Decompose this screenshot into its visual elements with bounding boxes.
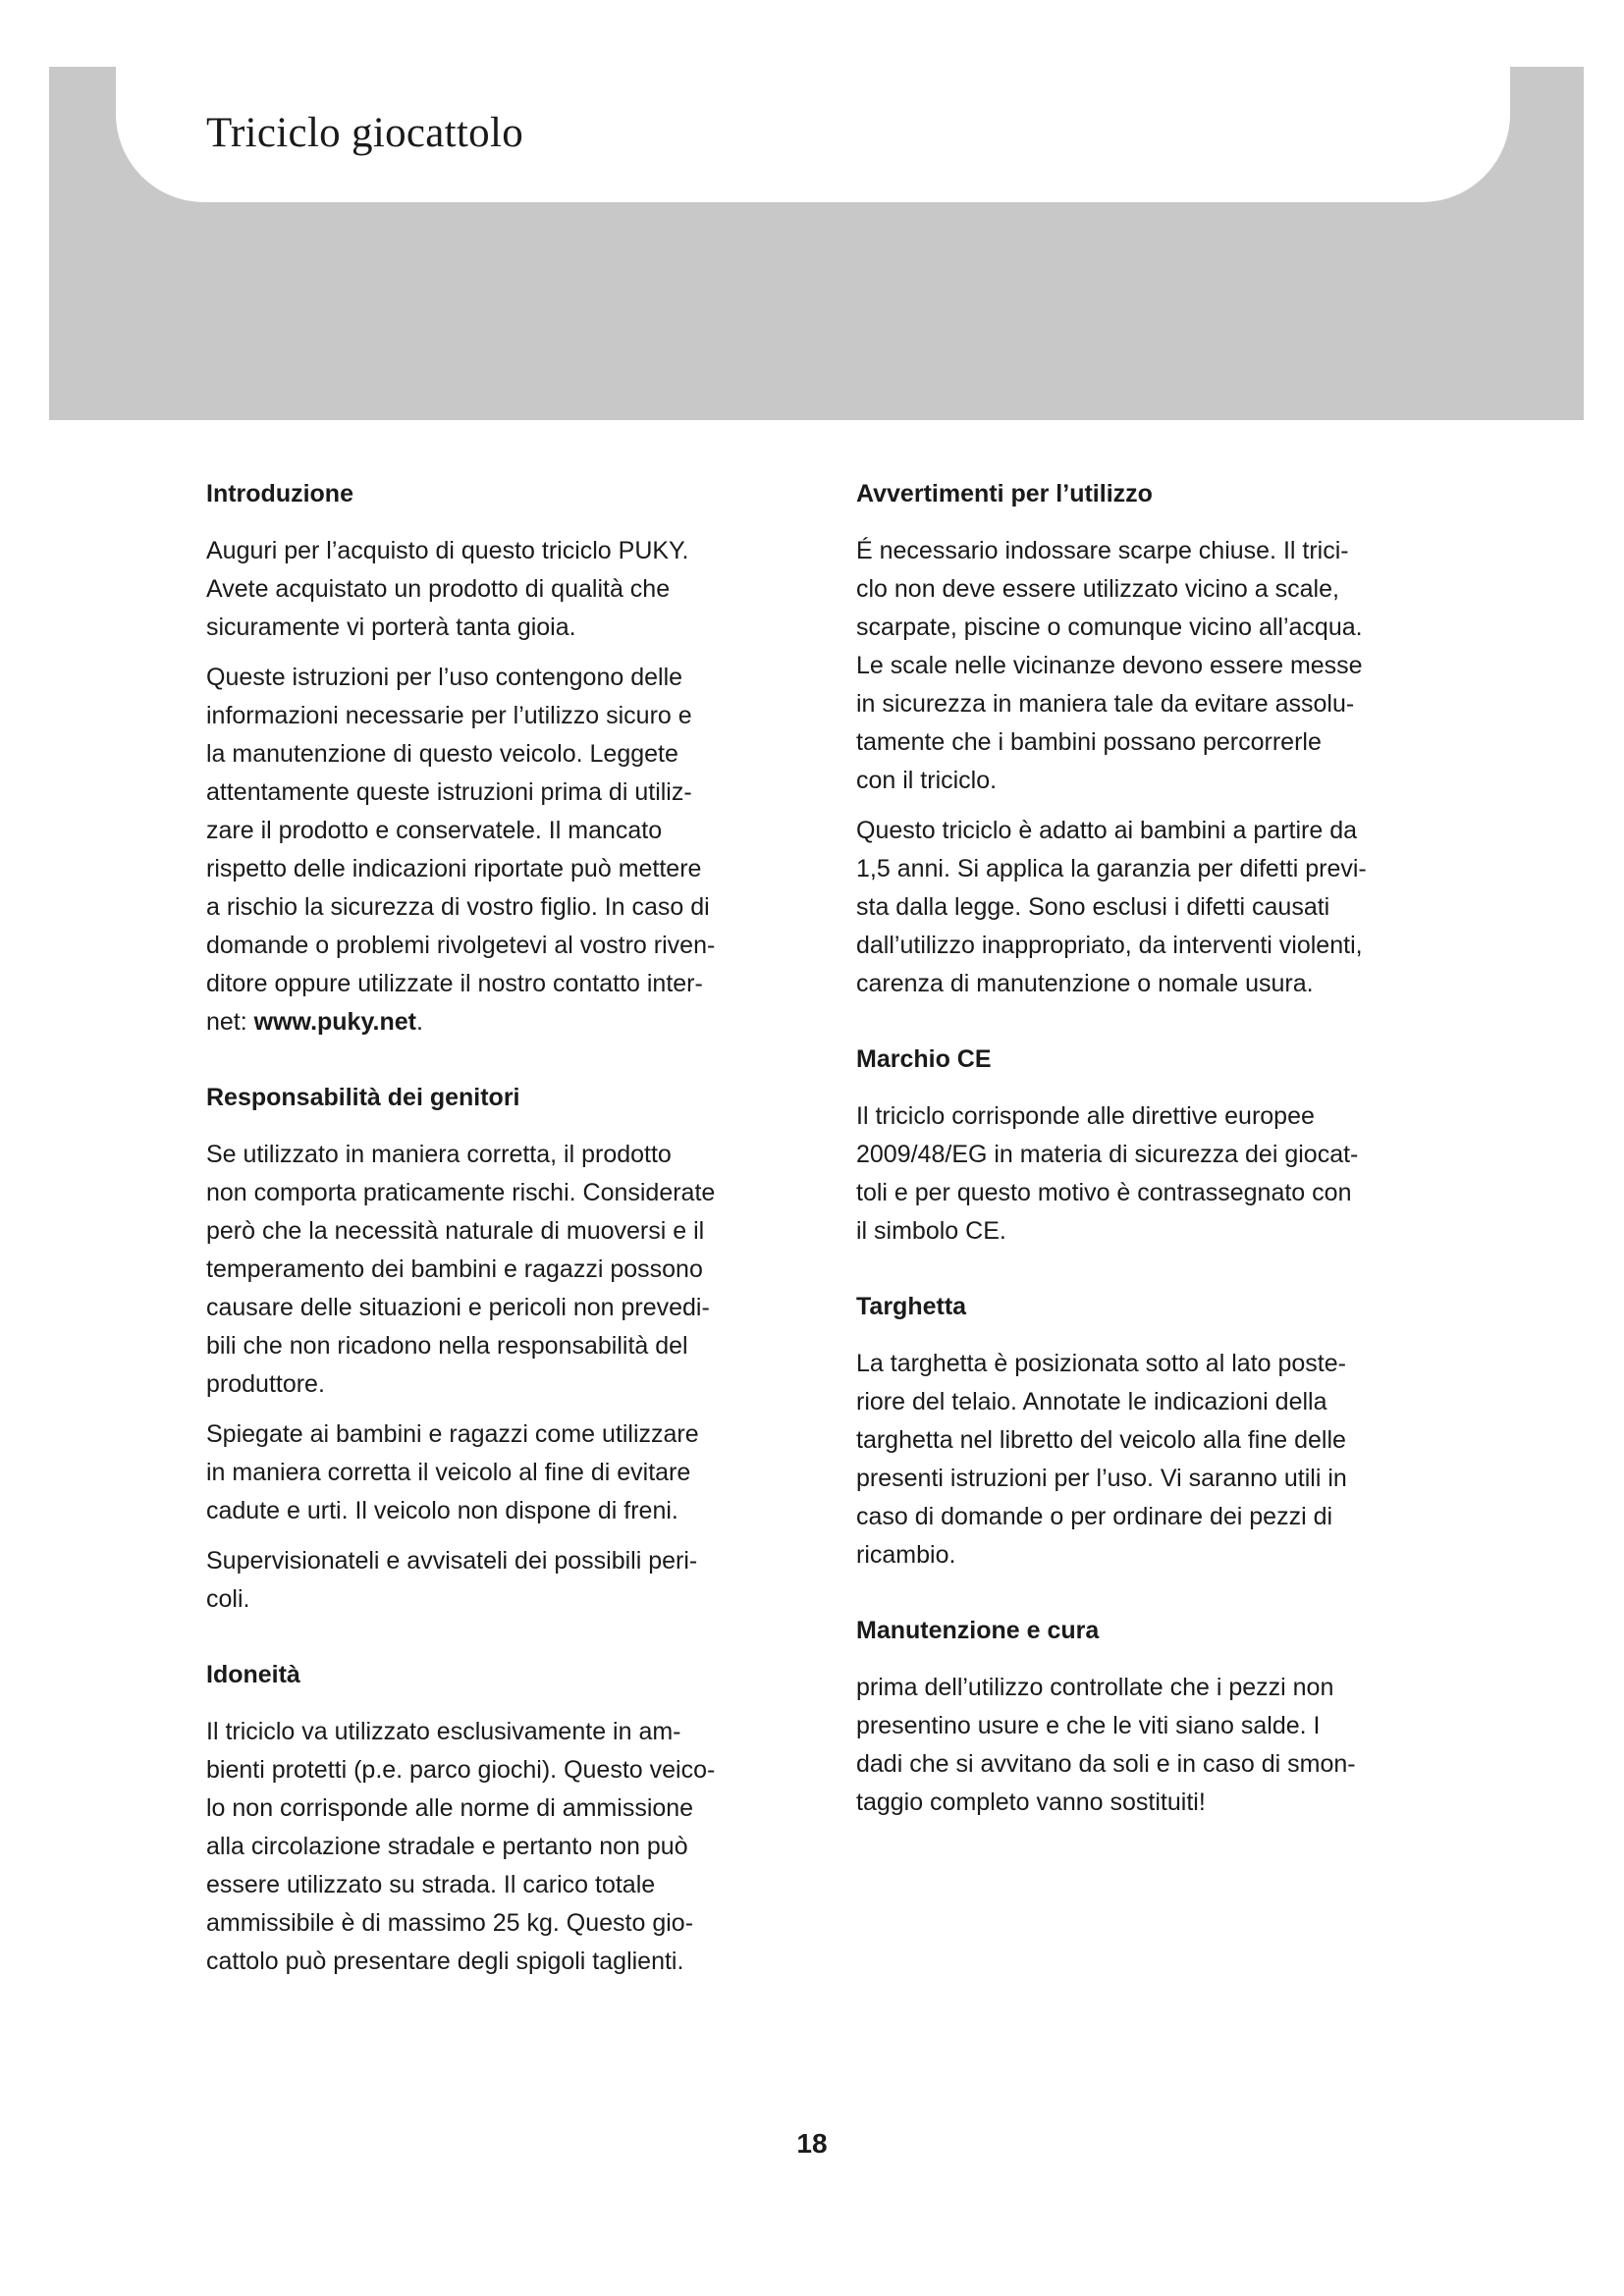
section-marchio-ce <box>856 1041 1445 1251</box>
paragraph <box>206 659 795 1041</box>
section-avvertimenti <box>856 475 1445 1003</box>
section-heading: Manutenzione e cura <box>856 1617 1100 1644</box>
page-number: 18 <box>796 2128 828 2159</box>
paragraph: Il triciclo va utilizzato esclusivamente in am- bienti protetti (p.e. parco giochi). Questo veico- lo non corrisponde alle norme di ammissione alla circolazione stradale e pertanto non può essere utilizzato su strada. Il carico totale ammissibile è di massimo 25 kg. Questo gio- cattolo può presentare degli spigoli taglienti. <box>206 1718 716 1975</box>
section-heading: Responsabilità dei genitori <box>206 1084 520 1111</box>
paragraph-end: . <box>415 1008 423 1036</box>
left-column <box>206 475 795 2018</box>
page-title: Triciclo giocattolo <box>206 110 523 156</box>
paragraph: Se utilizzato in maniera corretta, il prodotto non comporta praticamente rischi. Considerate però che la necessità naturale di muoversi e il temperamento dei bambini e ragazzi possono causare delle situazioni e pericoli non prevedi- bili che non ricadono nella responsabilità del produttore. <box>206 1141 716 1398</box>
section-heading: Targhetta <box>856 1293 967 1320</box>
website-link[interactable]: www.puky.net <box>253 1008 416 1036</box>
section-responsabilita <box>206 1079 795 1619</box>
paragraph: prima dell’utilizzo controllate che i pezzi non presentino usure e che le viti siano salde. I dadi che si avvitano da soli e in caso di smon- taggio completo vanno sostituiti! <box>856 1674 1356 1816</box>
paragraph: É necessario indossare scarpe chiuse. Il trici- clo non deve essere utilizzato vicino a scale, scarpate, piscine o comunque vicino all’acqua. Le scale nelle vicinanze devono essere messe in sicurezza in maniera tale da evitare assolu- tamente che i bambini possano percorrerle con il triciclo. <box>856 537 1363 794</box>
section-heading: Marchio CE <box>856 1045 992 1073</box>
section-manutenzione <box>856 1612 1445 1822</box>
section-idoneita <box>206 1656 795 1981</box>
paragraph: La targhetta è posizionata sotto al lato poste- riore del telaio. Annotate le indicazioni della targhetta nel libretto del veicolo alla fine delle presenti istruzioni per l’uso. Vi saranno utili in caso di domande o per ordinare dei pezzi di ricambio. <box>856 1350 1347 1569</box>
right-column <box>856 475 1445 1859</box>
section-targhetta <box>856 1288 1445 1575</box>
paragraph: Supervisionateli e avvisateli dei possibili peri- coli. <box>206 1547 698 1613</box>
section-heading: Introduzione <box>206 480 353 507</box>
section-introduzione <box>206 475 795 1041</box>
section-heading: Avvertimenti per l’utilizzo <box>856 480 1153 507</box>
paragraph: Spiegate ai bambini e ragazzi come utilizzare in maniera corretta il veicolo al fine di evitare cadute e urti. Il veicolo non dispone di freni. <box>206 1420 699 1524</box>
paragraph: Il triciclo corrisponde alle direttive europee 2009/48/EG in materia di sicurezza dei giocat- toli e per questo motivo è contrassegnato con il simbolo CE. <box>856 1102 1359 1245</box>
paragraph-text: Queste istruzioni per l’uso contengono delle informazioni necessarie per l’utilizzo sicuro e la manutenzione di questo veicolo. Leggete attentamente queste istruzioni prima di utiliz- zare il prodotto e conservatele. Il mancato rispetto delle indicazioni riportate può mettere a rischio la sicurezza di vostro figlio. In caso di domande o problemi rivolgetevi al vostro riven- ditore oppure utilizzate il nostro contatto inter- net: <box>206 664 716 1036</box>
paragraph: Questo triciclo è adatto ai bambini a partire da 1,5 anni. Si applica la garanzia per difetti previ- sta dalla legge. Sono esclusi i difetti causati dall’utilizzo inappropriato, da interventi violenti, carenza di manutenzione o nomale usura. <box>856 817 1367 997</box>
section-heading: Idoneità <box>206 1661 300 1688</box>
paragraph: Auguri per l’acquisto di questo triciclo PUKY. Avete acquistato un prodotto di qualità che sicuramente vi porterà tanta gioia. <box>206 537 689 641</box>
